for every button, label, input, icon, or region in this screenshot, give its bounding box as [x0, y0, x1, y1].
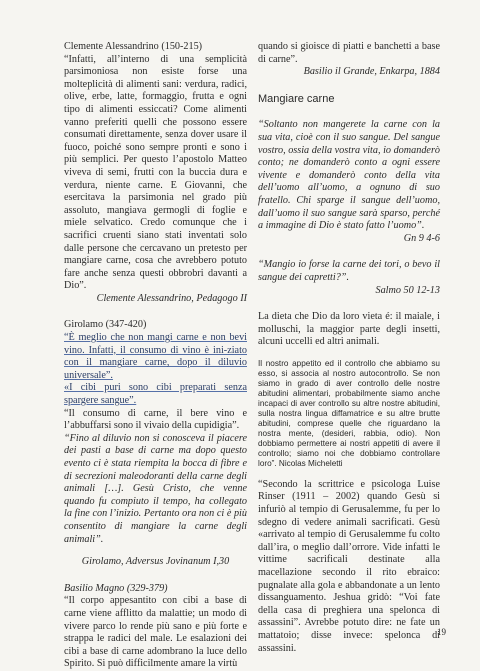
diet-paragraph: La dieta che Dio da loro vieta é: il maiale, i molluschi, la maggior parte degli insetti, alcuni uccelli ed altri animali. — [258, 311, 440, 348]
girolamo-quote: “Il consumo di carne, il bere vino e l’abbuffarsi sono il vivaio della cupidigia”. — [64, 407, 247, 432]
girolamo-heading: Girolamo (347-420) — [64, 319, 147, 331]
girolamo-underlined-quote-1: “È meglio che non mangi carne e non bevi vino. Infatti, il consumo di vino è ini-ziato con il mangiare carne, dopo il diluvio universale”. — [64, 332, 247, 381]
basilio-quote-continued: quando si gioisce di piatti e banchetti a base di carne”. — [258, 41, 440, 65]
basilio-heading: Basilio Magno (329-379) — [64, 582, 168, 594]
right-column — [258, 41, 440, 655]
clemente-quote: “Infatti, all’interno di una semplicità parsimoniosa non esiste forse una molteplicità di alimenti sani: verdura, radici, olive, erbe, latte, formaggio, frutta e ogni tipo di alimenti essiccati? Come alimenti vanno preferiti quelli che possono essere consumati direttamente, senza dover usare il fuoco, poiché sono sempre pronti e sono i più semplici. Per questo l’apostolo Matteo viveva di semi, frutti con la buccia dura e verdura, niente carne. E Giovanni, che esercitava la parsimonia nel grado più assoluto, mangiava germogli di foglie e miele selvatico. Credo comunque che i sacrifici cruenti siano stati inventati solo dalle persone che cercavano un pretesto per mangiare carne, cosa che avrebbero potuto fare anche senza questi obbrobri davanti a Dio”. — [64, 53, 247, 292]
clemente-heading: Clemente Alessandrino (150-215) — [64, 41, 203, 52]
basilio-quote: “Il corpo appesantito con cibi a base di carne viene afflitto da malattie; un modo di vivere parco lo rende più sano e più forte e strappa le radici del male. Le esalazioni dei cibi a base di carne adombrano la luce dello Spirito. Si può difficilmente amare la virtù — [64, 595, 247, 670]
section-heading-mangiare-carne: Mangiare carne — [258, 92, 335, 105]
clemente-source: Clemente Alessandrino, Pedagogo II — [96, 292, 247, 304]
girolamo-italic-quote: “Fino al diluvio non si conosceva il piacere dei pasti a base di carne ma dopo questo evento ci è stata riempita la bocca di fibre e di secrezioni maleodoranti della carne degli animali […]. Gesù Cristo, che venne quando fu compiuto il tempo, ha collegato la fine con l’inizio. Pertanto ora non ci è più consentito di mangiare la carne degli animali”. — [64, 432, 247, 545]
rinser-paragraph: “Secondo la scrittrice e psicologa Luise Rinser (1911 – 2002) quando Gesù si infuriò al tempio di Gerusalemme, fu per lo sdegno di vedere animali sacrificati. Gesù «arrivato al tempio di Gerusalemme fu colto dall’ira, o meglio dall’orrore. Vide infatti le vittime sacrificali destinate alla macellazione secondo il rito ebraico: pugnalate alla gola e abbandonate a un lento dissanguamento. Jeshua gridò: “Voi fate della casa di preghiera una spelonca di assassini”. Avrebbe potuto dire: ne fate un mattatoio; disse invece: spelonca di assassini. — [258, 478, 440, 654]
psalm-quote: “Mangio io forse la carne dei tori, o bevo il sangue dei capretti?”. — [258, 259, 440, 283]
page-number: 19 — [437, 627, 446, 637]
left-column — [64, 41, 247, 671]
psalm-reference: Salmo 50 12-13 — [375, 284, 440, 296]
girolamo-underlined-quote-2: «I cibi puri sono cibi preparati senza spargere sangue”. — [64, 382, 247, 407]
micheletti-quote: Il nostro appetito ed il controllo che abbiamo su esso, si associa al nostro autocontrollo. Se non siamo in grado di aver controllo delle nostre abitudini alimentari, probabilmente siamo anche incapaci di aver controllo su altre nostre abitudini, sulla nostra lingua diffamatrice e su altre brutte abitudini, comprese quelle che riguardano la nostra mente, (desideri, rabbia, odio). Non dobbiamo permettere ai nostri appetiti di avere il controllo; siamo noi che dobbiamo controllare loro”. Nicolas Micheletti — [258, 358, 440, 468]
genesis-quote: “Soltanto non mangerete la carne con la sua vita, cioè con il suo sangue. Del sangue vostro, ossia della vostra vita, io domanderò conto; ne domanderò conto a ogni essere vivente e domanderò conto della vita dell’uomo all’uomo, a ognuno di suo fratello. Chi sparge il sangue dell’uomo, dall’uomo il suo sangue sarà sparso, perché a immagine di Dio è stato fatto l’uomo”. — [258, 119, 440, 232]
basilio-source: Basilio il Grande, Enkarpa, 1884 — [303, 66, 440, 78]
girolamo-source: Girolamo, Adversus Jovinanum I,30 — [81, 556, 230, 568]
genesis-reference: Gn 9 4-6 — [403, 232, 440, 244]
